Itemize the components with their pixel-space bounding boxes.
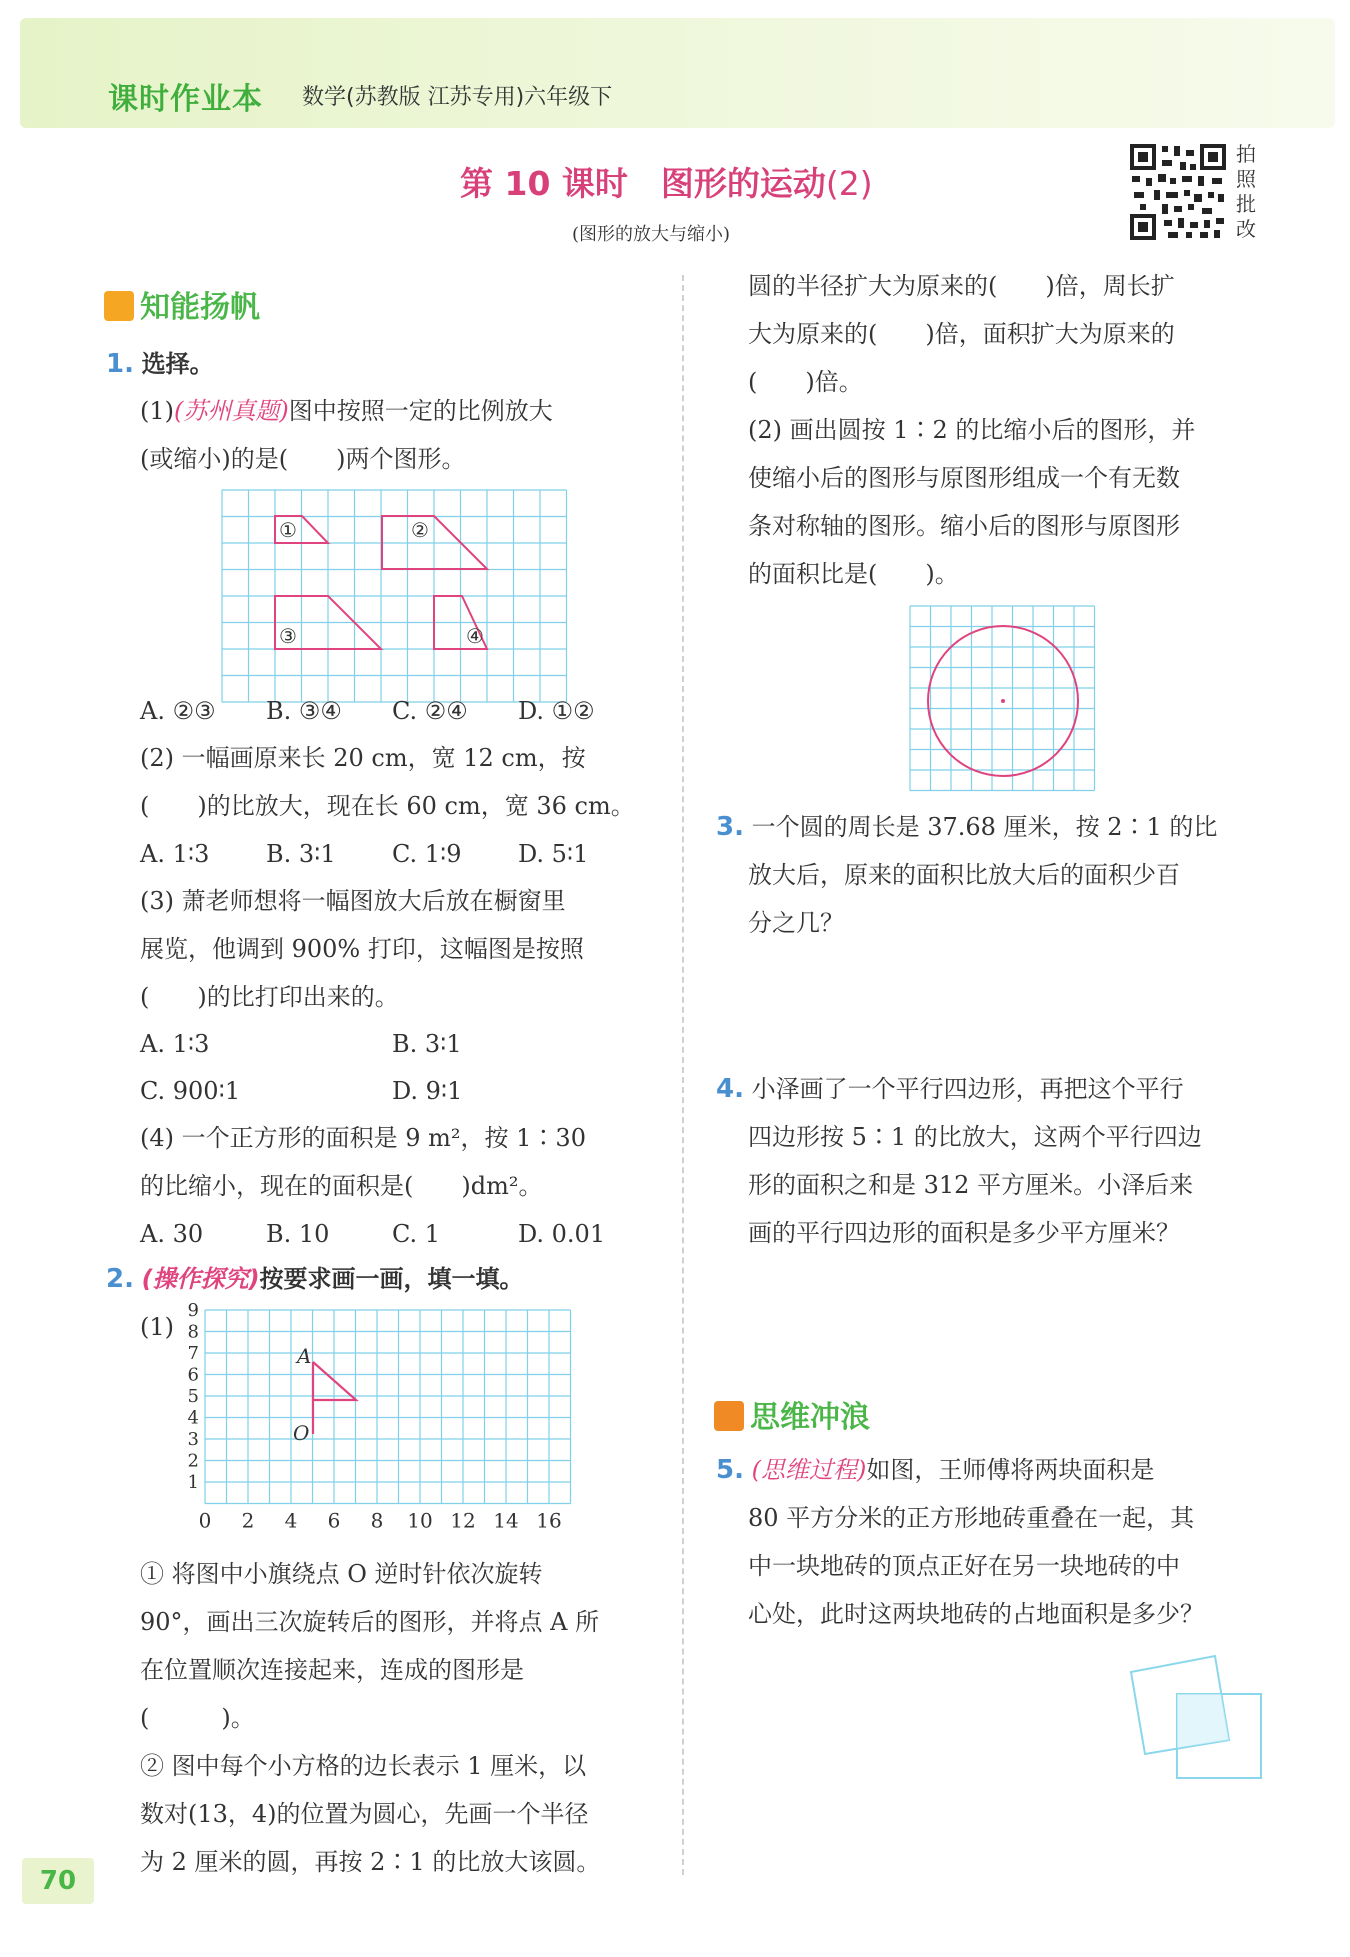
tile-overlap: [1177, 1694, 1229, 1748]
q1-p4-option-c[interactable]: C. 1: [392, 1220, 441, 1248]
q1-p3-line1: (3) 萧老师想将一幅图放大后放在橱窗里: [140, 887, 566, 915]
y-tick-label: 8: [187, 1321, 199, 1343]
source-tag: (思维过程): [751, 1456, 867, 1484]
q5-line4: 心处，此时这两块地砖的占地面积是多少？: [748, 1600, 1204, 1628]
q1-p3-line2: 展览，他调到 900% 打印，这幅图是按照: [140, 935, 584, 963]
y-tick-label: 9: [187, 1300, 199, 1321]
q4-line1: 4. 小泽画了一个平行四边形，再把这个平行: [716, 1074, 1184, 1104]
q1-p2-option-d[interactable]: D. 5∶1: [518, 840, 589, 868]
q2-sub2-line1: ② 图中每个小方格的边长表示 1 厘米，以: [140, 1752, 587, 1780]
q1-p4-option-a[interactable]: A. 30: [140, 1220, 204, 1248]
y-tick-label: 4: [187, 1407, 199, 1429]
q3-line1: 3. 一个圆的周长是 37.68 厘米，按 2∶1 的比: [716, 812, 1218, 842]
q1-p4-line1: (4) 一个正方形的面积是 9 m²，按 1∶30: [140, 1124, 586, 1152]
qr-caption-char: 照: [1236, 167, 1256, 191]
x-tick-label: 2: [241, 1508, 255, 1533]
q1-stem: 1. 选择。: [106, 349, 214, 379]
q2-cont-line1: 圆的半径扩大为原来的( )倍，周长扩: [748, 272, 1175, 300]
q1-p4-line2: 的比缩小，现在的面积是( )dm²。: [140, 1172, 543, 1200]
shape-label: ②: [411, 518, 429, 542]
shape-label: ①: [279, 518, 297, 542]
q2-sub1-line4: ( )。: [140, 1704, 255, 1732]
q1-p2-option-c[interactable]: C. 1∶9: [392, 840, 462, 868]
y-tick-label: 3: [187, 1429, 199, 1450]
q2-p2-line2: 使缩小后的图形与原图形组成一个有无数: [748, 464, 1180, 492]
page-number: 70: [22, 1858, 94, 1904]
q2-cont-line3: ( )倍。: [748, 368, 863, 396]
qr-caption-char: 拍: [1236, 142, 1256, 166]
q1-p2-option-b[interactable]: B. 3∶1: [266, 840, 336, 868]
point-o-label: O: [293, 1421, 310, 1445]
lesson-subtitle: (图形的放大与缩小): [572, 224, 731, 245]
y-tick-label: 6: [187, 1364, 199, 1386]
column-divider: [682, 275, 684, 1875]
section-header-siwei: 思维冲浪: [714, 1392, 870, 1436]
x-tick-label: 0: [198, 1508, 212, 1533]
qr-caption-char: 改: [1236, 217, 1256, 241]
q5-line3: 中一块地砖的顶点正好在另一块地砖的中: [748, 1552, 1180, 1580]
q1-p3-option-d[interactable]: D. 9∶1: [392, 1077, 463, 1105]
source-tag: (苏州真题): [174, 397, 289, 425]
q1-shapes-grid: [222, 490, 567, 680]
q1-p4-option-b[interactable]: B. 10: [266, 1220, 330, 1248]
q2-coordinate-grid: [185, 1300, 585, 1550]
qr-code-icon[interactable]: [1128, 142, 1228, 242]
x-tick-label: 12: [450, 1508, 476, 1533]
q1-p2-line2: ( )的比放大，现在长 60 cm，宽 36 cm。: [140, 792, 635, 820]
book-title: 数学(苏教版 江苏专用)六年级下: [302, 85, 613, 110]
point-a-label: A: [297, 1344, 312, 1368]
q1-p3-option-b[interactable]: B. 3∶1: [392, 1030, 462, 1058]
q2-p2-line1: (2) 画出圆按 1∶2 的比缩小后的图形，并: [748, 416, 1196, 444]
q1-p1-line2: (或缩小)的是( )两个图形。: [140, 445, 466, 473]
qr-caption-char: 批: [1236, 192, 1256, 216]
q1-p2-option-a[interactable]: A. 1∶3: [140, 840, 210, 868]
q1-p3-line3: ( )的比打印出来的。: [140, 983, 399, 1011]
q1-p1-line1: (1)(苏州真题)图中按照一定的比例放大: [140, 397, 553, 425]
q2-p2-line3: 条对称轴的图形。缩小后的图形与原图形: [748, 512, 1180, 540]
q5-line1: 5. (思维过程)如图，王师傅将两块面积是: [716, 1455, 1155, 1485]
y-tick-label: 1: [187, 1472, 199, 1493]
q3-line3: 分之几？: [748, 909, 844, 937]
q2-sub2-line3: 为 2 厘米的圆，再按 2∶1 的比放大该圆。: [140, 1848, 601, 1876]
q1-p4-option-d[interactable]: D. 0.01: [518, 1220, 606, 1248]
y-tick-label: 7: [187, 1343, 199, 1364]
q1-p2-line1: (2) 一幅画原来长 20 cm，宽 12 cm，按: [140, 744, 586, 772]
wave-icon: [714, 1401, 744, 1431]
q2-p2-line4: 的面积比是( )。: [748, 560, 959, 588]
lesson-title: [460, 158, 873, 205]
qr-caption: [1236, 142, 1260, 242]
lesson-title-paren: (2): [825, 164, 873, 203]
lesson-title-main: 第 10 课时 图形的运动: [460, 164, 826, 203]
x-tick-label: 4: [284, 1508, 298, 1533]
sail-icon: [104, 291, 134, 321]
q4-line4: 画的平行四边形的面积是多少平方厘米？: [748, 1219, 1180, 1247]
q2-p1-label: (1): [140, 1313, 174, 1341]
x-tick-label: 16: [536, 1508, 562, 1533]
section-header-zhineng: 知能扬帆: [104, 282, 260, 326]
shape-label: ③: [279, 624, 297, 648]
q4-line3: 形的面积之和是 312 平方厘米。小泽后来: [748, 1171, 1194, 1199]
q2-sub1-line1: ① 将图中小旗绕点 O 逆时针依次旋转: [140, 1560, 543, 1588]
circle-center: [1001, 699, 1005, 703]
x-tick-label: 14: [493, 1508, 519, 1533]
shape-label: ④: [466, 624, 484, 648]
q1-p1-option-a[interactable]: A. ②③: [140, 697, 216, 725]
q2-sub1-line2: 90°，画出三次旋转后的图形，并将点 A 所: [140, 1608, 600, 1636]
x-tick-label: 8: [370, 1508, 384, 1533]
q2-sub1-line3: 在位置顺次连接起来，连成的图形是: [140, 1656, 524, 1684]
q1-p1-option-d[interactable]: D. ①②: [518, 697, 595, 725]
q1-p3-option-a[interactable]: A. 1∶3: [140, 1030, 210, 1058]
q2-cont-line2: 大为原来的( )倍，面积扩大为原来的: [748, 320, 1175, 348]
q1-p1-option-c[interactable]: C. ②④: [392, 697, 468, 725]
q5-tiles-figure: [1125, 1650, 1270, 1785]
x-tick-label: 10: [407, 1508, 433, 1533]
q1-p3-option-c[interactable]: C. 900∶1: [140, 1077, 241, 1105]
q4-line2: 四边形按 5∶1 的比放大，这两个平行四边: [748, 1123, 1202, 1151]
q2-stem: 2. (操作探究)按要求画一画，填一填。: [106, 1264, 524, 1294]
q2-sub2-line2: 数对(13，4)的位置为圆心，先画一个半径: [140, 1800, 589, 1828]
q3-line2: 放大后，原来的面积比放大后的面积少百: [748, 861, 1180, 889]
brand-title: 课时作业本: [108, 82, 263, 117]
y-tick-label: 2: [187, 1450, 199, 1472]
q1-p1-option-b[interactable]: B. ③④: [266, 697, 342, 725]
source-tag: (操作探究): [141, 1265, 260, 1293]
y-tick-label: 5: [187, 1386, 199, 1407]
q2-circle-grid: [910, 606, 1100, 796]
q5-line2: 80 平方分米的正方形地砖重叠在一起，其: [748, 1504, 1195, 1532]
x-tick-label: 6: [327, 1508, 341, 1533]
